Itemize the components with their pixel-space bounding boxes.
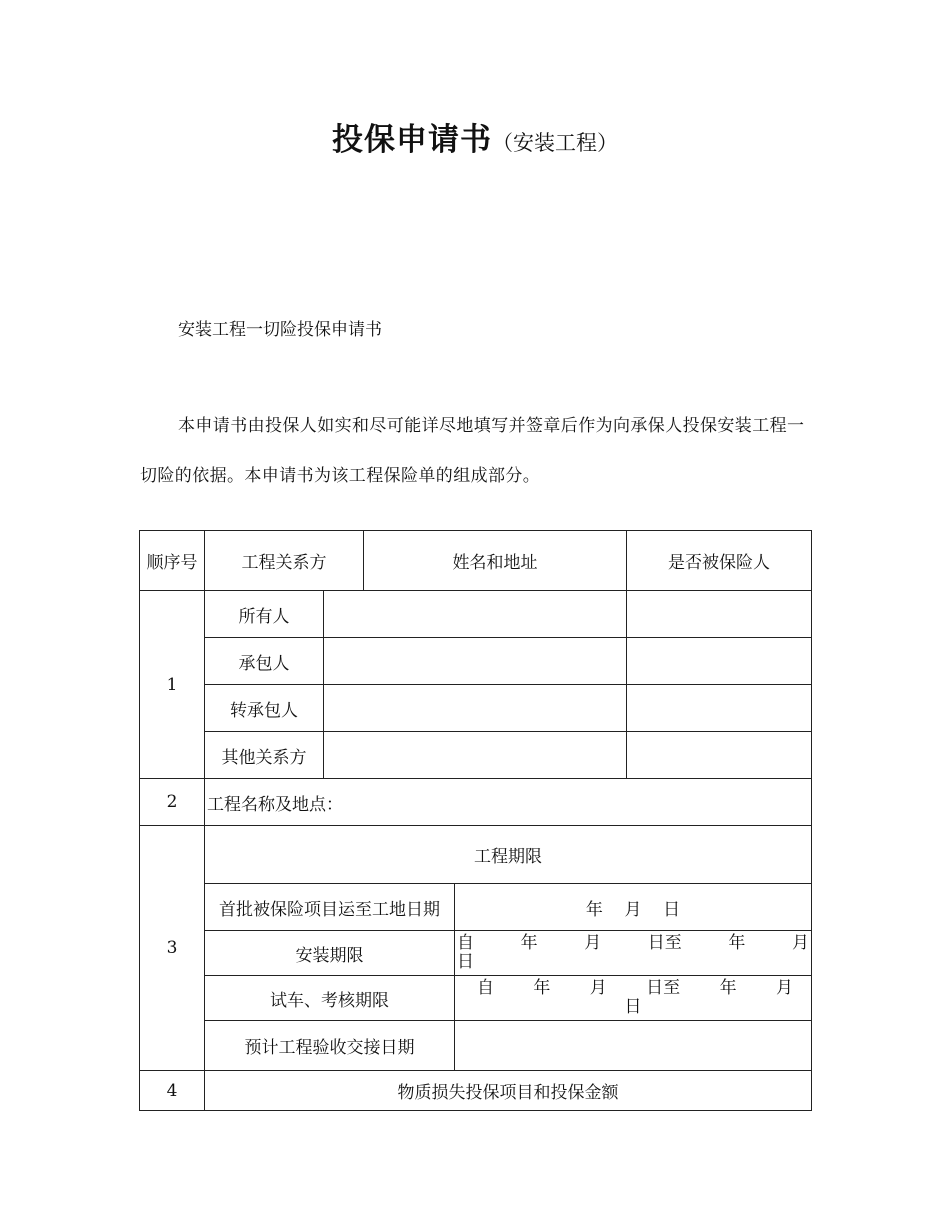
date-text: 自 [477, 978, 494, 998]
date-text: 日 [457, 952, 474, 972]
contractor-name-address-cell[interactable] [324, 638, 627, 685]
date-text: 月 [791, 933, 809, 953]
table-row [140, 1071, 812, 1111]
application-form-table [139, 530, 812, 1111]
table-row [140, 976, 812, 1021]
acceptance-date-field[interactable] [455, 1021, 812, 1071]
project-period-title: 工程期限 [205, 826, 812, 884]
table-row [140, 931, 812, 976]
owner-name-address-cell[interactable] [324, 591, 627, 638]
date-text: 月 [775, 978, 793, 998]
header-seq: 顺序号 [140, 531, 205, 591]
intro-paragraph: 本申请书由投保人如实和尽可能详尽地填写并签章后作为向承保人投保安装工程一切险的依据。本申请书为该工程保险单的组成部分。 [140, 416, 805, 486]
party-subcontractor: 转承包人 [205, 685, 324, 732]
party-contractor: 承包人 [205, 638, 324, 685]
install-period-date-field[interactable] [455, 931, 812, 976]
header-name-address: 姓名和地址 [364, 531, 627, 591]
row3-seq: 3 [140, 826, 205, 1071]
table-row [140, 591, 812, 638]
date-text: 日 [624, 997, 642, 1017]
date-text: 年 [533, 978, 551, 998]
date-text: 日至 [647, 933, 682, 953]
row2-seq: 2 [140, 779, 205, 826]
contractor-insured-cell[interactable] [627, 638, 812, 685]
date-text: 月 [584, 933, 602, 953]
first-delivery-date-field[interactable]: 年 月 日 [455, 884, 812, 931]
trial-period-label: 试车、考核期限 [205, 976, 455, 1021]
table-row [140, 826, 812, 884]
install-period-label: 安装期限 [205, 931, 455, 976]
table-row [140, 779, 812, 826]
other-name-address-cell[interactable] [324, 732, 627, 779]
table-row [140, 685, 812, 732]
row4-seq: 4 [140, 1071, 205, 1111]
table-row [140, 732, 812, 779]
document-title [0, 114, 950, 159]
party-owner: 所有人 [205, 591, 324, 638]
project-name-location-field[interactable]: 工程名称及地点： [205, 779, 812, 826]
section-heading: 安装工程一切险投保申请书 [178, 320, 382, 340]
date-text: 年 [719, 978, 737, 998]
acceptance-date-label: 预计工程验收交接日期 [205, 1021, 455, 1071]
owner-insured-cell[interactable] [627, 591, 812, 638]
date-text: 年 [520, 933, 538, 953]
subcontractor-name-address-cell[interactable] [324, 685, 627, 732]
title-sub: （安装工程） [492, 131, 618, 155]
trial-period-date-field[interactable] [455, 976, 812, 1021]
date-text: 自 [457, 933, 474, 953]
date-text: 日至 [646, 978, 681, 998]
party-other: 其他关系方 [205, 732, 324, 779]
header-party: 工程关系方 [205, 531, 364, 591]
title-main: 投保申请书 [332, 122, 492, 158]
date-text: 月 [589, 978, 607, 998]
table-row [140, 1021, 812, 1071]
row1-seq: 1 [140, 591, 205, 779]
first-delivery-label: 首批被保险项目运至工地日期 [205, 884, 455, 931]
date-text: 年 [728, 933, 746, 953]
table-row [140, 638, 812, 685]
table-row [140, 884, 812, 931]
subcontractor-insured-cell[interactable] [627, 685, 812, 732]
table-header-row [140, 531, 812, 591]
other-insured-cell[interactable] [627, 732, 812, 779]
material-loss-items-label: 物质损失投保项目和投保金额 [205, 1071, 812, 1111]
header-insured: 是否被保险人 [627, 531, 812, 591]
